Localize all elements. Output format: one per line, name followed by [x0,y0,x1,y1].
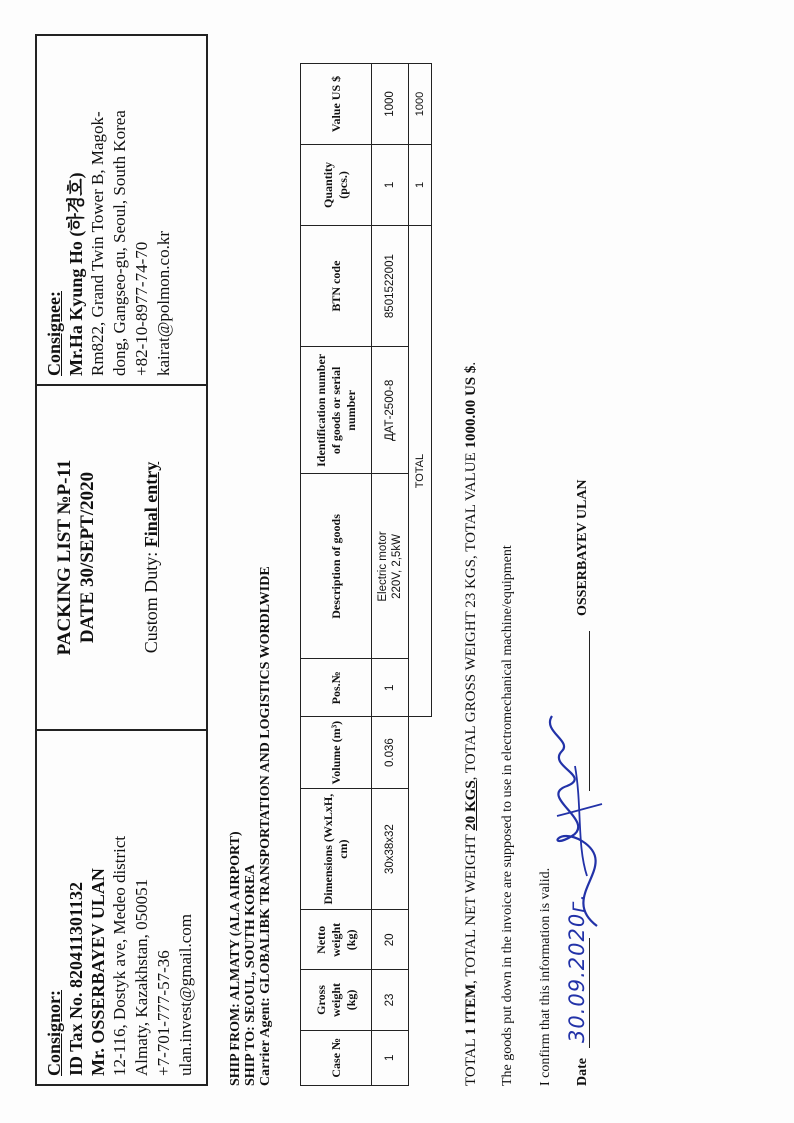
col-header-netto: Netto weight (kg) [301,910,372,970]
signature-underline [589,631,590,791]
totals-prefix: TOTAL [463,1035,479,1086]
consignor-address-2: Almaty, Kazakhstan, 050051 [132,878,151,1076]
description-line-1: Electric motor [377,531,389,602]
consignee-phone: +82-10-8977-74-70 [132,241,151,376]
custom-duty [141,394,162,721]
cell-volume: 0.036 [372,717,409,789]
consignor-address-1: 12-116, Dostyk ave, Medeo district [110,835,129,1076]
confirmation-text: I confirm that this information is valid. [538,867,553,1086]
col-header-pos: Pos.№ [301,659,372,717]
consignee-address-2: dong, Gangseo-gu, Seoul, South Korea [110,110,129,376]
cell-gross: 23 [372,970,409,1030]
col-header-description: Description of goods [301,474,372,659]
description-line-2: 220V, 2,5kW [391,534,403,599]
total-row [409,64,432,1086]
cell-dimensions: 30x38x32 [372,788,409,909]
consignee-email: kairat@polmon.co.kr [154,230,173,376]
consignee-heading: Consignee: [44,291,64,376]
total-value: 1000 [409,64,432,145]
signer-name: OSSERBAYEV ULAN [575,479,590,616]
packing-list-date: DATE 30/SEPT/2020 [77,471,98,644]
ship-to: SHIP TO: SEOUL, SOUTH KOREA [243,864,258,1086]
col-header-case: Case № [301,1030,372,1085]
totals-value: 1000.00 US $ [463,365,479,449]
col-header-dimensions: Dimensions (WxLxH, cm) [301,788,372,909]
custom-duty-label: Custom Duty: [141,551,161,654]
col-header-btn: BTN code [301,225,372,346]
consignor-name: Mr. OSSERBAYEV ULAN [88,868,108,1076]
total-quantity: 1 [409,144,432,225]
signature-icon [527,706,617,936]
consignee-name: Mr.Ha Kyung Ho (하경호) [66,172,86,376]
consignor-email: ulan.invest@gmail.com [176,913,195,1076]
totals-suffix: . [463,361,479,366]
ship-from: SHIP FROM: ALMATY (ALA AIRPORT) [228,831,243,1086]
consignor-phone: +7-701-777-57-36 [154,950,173,1076]
goods-table [300,63,432,1086]
carrier-agent: Carrier Agent: GLOBALIBK TRANSPORTATION AND LOGISTICS WORDLWIDE [258,566,273,1086]
consignee-address-1: Rm822, Grand Twin Tower B, Magok- [88,111,107,376]
usage-note: The goods put down in the invoice are supposed to use in electromechanical machine/equipment [500,545,515,1086]
consignor-tax-id: ID Tax No. 820411301132 [66,881,86,1076]
date-label: Date [575,1058,590,1086]
totals-line [463,362,480,1086]
total-spacer [409,717,432,1086]
handwritten-date: 30.09.2020г. [565,893,589,1043]
totals-gross-text: , TOTAL GROSS WEIGHT 23 KGS, TOTAL VALUE [463,448,479,781]
totals-net-text: , TOTAL NET WEIGHT [463,830,479,984]
cell-value: 1000 [372,64,409,145]
col-header-serial: Identification number of goods or serial number [301,347,372,474]
shipping-info [228,566,273,1086]
cell-btn: 8501522001 [372,225,409,346]
packing-list-block [36,385,207,730]
packing-list-title: PACKING LIST №P-11 [54,459,75,656]
consignee-block [36,35,207,385]
custom-duty-value: Final entry [141,461,161,548]
total-label: TOTAL [409,225,432,716]
cell-netto: 20 [372,910,409,970]
date-underline [589,938,590,1048]
signature-row [567,466,627,1086]
cell-case: 1 [372,1030,409,1085]
goods-header-row [301,64,372,1086]
col-header-quantity: Quantity (pcs.) [301,144,372,225]
col-header-volume: Volume (m³) [301,717,372,789]
table-row [372,64,409,1086]
cell-quantity: 1 [372,144,409,225]
consignor-heading: Consignor: [44,989,64,1076]
consignor-block [36,730,207,1085]
totals-items: 1 ITEM [463,983,479,1036]
cell-description [372,474,409,659]
totals-net-value: 20 KGS [463,780,479,831]
cell-serial: ДАТ-2500-8 [372,347,409,474]
cell-pos: 1 [372,659,409,717]
col-header-gross: Gross weight (kg) [301,970,372,1030]
parties-table [35,34,208,1086]
col-header-value: Value US $ [301,64,372,145]
